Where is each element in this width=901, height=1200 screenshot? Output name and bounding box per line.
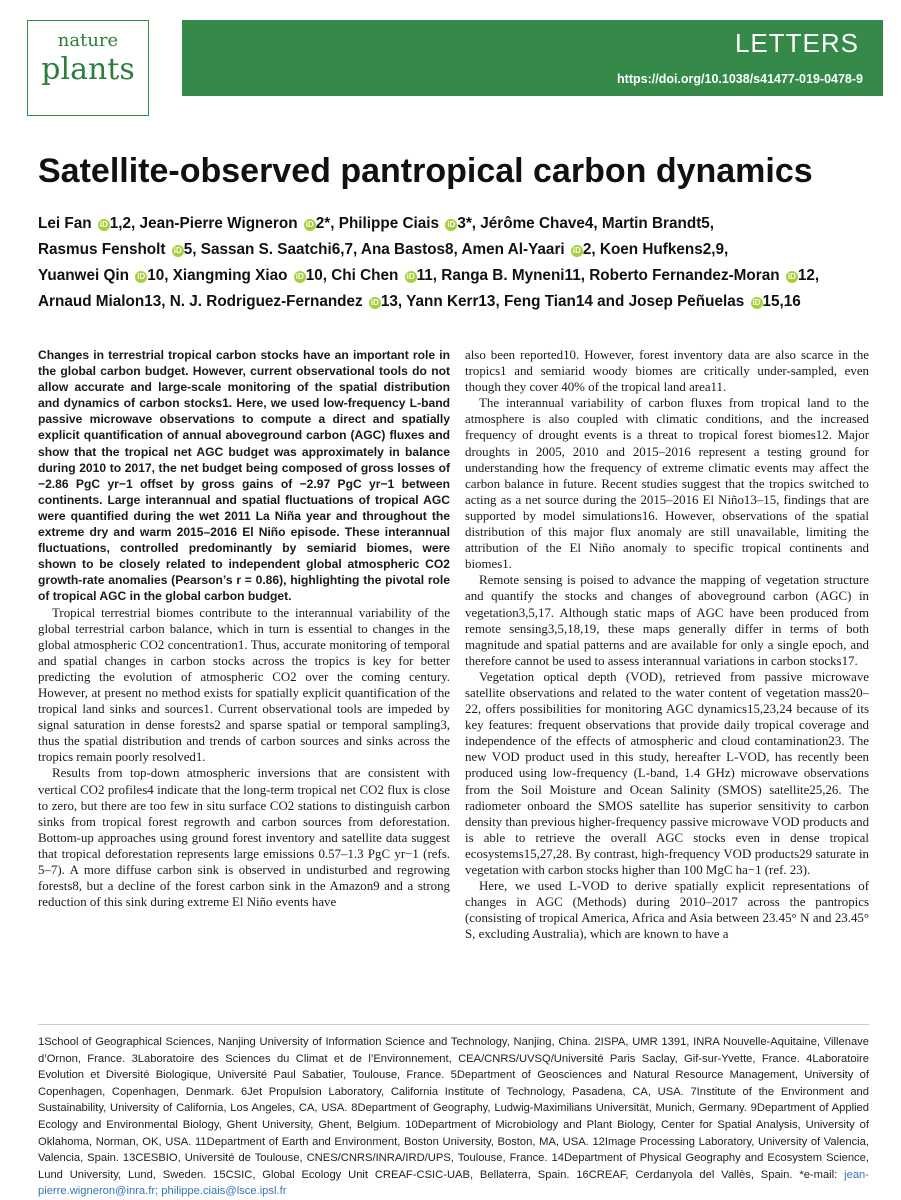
body-paragraph: Vegetation optical depth (VOD), retrieved from passive microwave satellite observations and related to the water content of vegetation mass20–22, offers possibilities for monitoring AGC dynamics15,23,24 because of its key features: frequent observations that provide daily tropical coverage and independence of the effects of atmospheric and cloud contamination23. The new VOD product used in this study, hereafter L-VOD, has recently been produced using low-frequency (L-band, 1.4 GHz) microwave observations from the Soil Moisture and Ocean Salinity (SMOS) satellite25,26. The radiometer onboard the SMOS satellite has superior sensitivity to carbon density than previous higher-frequency passive microwave VOD products and is able to retrieve the overall AGC stocks even in dense tropical ecosystems15,27,28. By contrast, high-frequency VOD products29 saturate in vegetation with carbon stocks higher than 100 MgC ha−1 (ref. 23). bbox=[465, 669, 870, 877]
footnote-divider bbox=[38, 1024, 869, 1025]
body-paragraph: Tropical terrestrial biomes contribute to the interannual variability of the global terrestrial carbon balance, which in turn is essential to changes in the global atmospheric CO2 concentration1. Thus, accurate monitoring of temporal and spatial changes in carbon stocks across the tropics is key for better predicting the evolution of atmospheric CO2 over the coming century. However, at present no method exists for spatially explicit quantification of the tropical land sinks and sources1. Current observational tools are impeded by signal saturation in dense forests2 and sparse spatial or temporal sampling3, thus the spatial distribution and trends of carbon sources and sinks across the tropics remain poorly resolved1. bbox=[38, 605, 450, 765]
orcid-icon[interactable]: iD bbox=[295, 272, 304, 281]
body-paragraph: Remote sensing is poised to advance the mapping of vegetation structure and quantify the stocks and changes of aboveground carbon (AGC) in vegetation3,5,17. Although static maps of AGC have been produced from remote sensing3,5,18,19, these maps generally differ in terms of both magnitude and spatial patterns and are available for only a single epoch, and therefore cannot be used to assess interannual variations in carbon stocks17. bbox=[465, 573, 869, 668]
author-list bbox=[38, 211, 873, 315]
body-paragraph: Results from top-down atmospheric inversions that are consistent with vertical CO2 profiles4 indicate that the long-term tropical net CO2 flux is close to zero, but there are too few in situ surface CO2 stations to distinguish carbon sinks from tropical forest regrowth and carbon sources from deforestation. Bottom-up approaches using ground forest inventory and satellite data suggest that tropical deforestation represents large emissions 0.57–1.3 PgC yr−1 (refs. 5–7). A more diffuse carbon sink is observed in undisturbed and regrowing forests8, but a decline of the forest carbon sink in the Amazon9 and a strong reduction of this sink during extreme El Niño events have bbox=[38, 766, 450, 910]
email-links[interactable]: jean-pierre.wigneron@inra.fr; philippe.ciais@lsce.ipsl.fr bbox=[38, 1168, 869, 1198]
section-banner bbox=[182, 20, 883, 96]
orcid-icon[interactable]: iD bbox=[787, 272, 796, 281]
affiliation-text: 1School of Geographical Sciences, Nanjing University of Information Science and Technology, Nanjing, China. 2ISPA, UMR 1391, INRA Nouvelle-Aquitaine, Villenave d’Ornon, France. 3Laboratoire des Sciences du Climat et de l’Environnement, CEA/CNRS/UVSQ/Université Paris Saclay, Gif-sur-Yvette, France. 4Laboratoire Evolution et Diversité Biologique, Université Paul Sabatier, Toulouse, France. 5Department of Geosciences and Natural Resource Management, University of Copenhagen, Copenhagen, Denmark. 6Jet Propulsion Laboratory, California Institute of Technology, Pasadena, CA, USA. 7Institute of the Environment and Sustainability, University of California, Los Angeles, CA, USA. 8Department of Geography, Ludwig-Maximilians Universität, Munich, Germany. 9Department of Applied Ecology and Environmental Biology, Ghent University, Ghent, Belgium. 10Department of Microbiology and Plant Biology, Center for Spatial Analysis, University of Oklahoma, Norman, OK, USA. 11Department of Earth and Environment, Boston University, Boston, MA, USA. 12Image Processing Laboratory, University of Valencia, Valencia, Spain. 13CESBIO, Université de Toulouse, CNES/CNRS/INRA/IRD/UPS, Toulouse, France. 14Department of Physical Geography and Ecosystem Science, Lund University, Lund, Sweden. 15CSIC, Global Ecology Unit CREAF-CSIC-UAB, Bellaterra, Spain. 16CREAF, Cerdanyola del Vallès, Spain. *e-mail: bbox=[38, 1036, 869, 1181]
body-paragraph: also been reported10. However, forest inventory data are also scarce in the tropics1 and semiarid woody biomes are critically under-sampled, even though they cover 40% of the tropical land area11. bbox=[465, 348, 869, 395]
body-paragraph: The interannual variability of carbon fluxes from tropical land to the atmosphere is also coupled with climatic conditions, and the increased frequency of drought events is a threat to tropical forest biomes12. Major droughts in 2005, 2010 and 2015–2016 represent a testing ground for understanding how the frequency of extreme climatic events may affect the carbon balance in future. Recent studies suggest that the tropics switched to acting as a net source during the 2015–2016 El Niño13–15, findings that are supported by model simulations16. However, observations of the spatial distribution of this major flux anomaly are still unavailable, limiting the attribution of the El Niño anomaly to specific tropical continents and biomes1. bbox=[465, 396, 869, 572]
author-line: Arnaud Mialon13, N. J. Rodriguez-Fernandez iD 13, Yann Kerr13, Feng Tian14 and Josep Peñuelas iD 15,16 bbox=[38, 293, 801, 310]
author-line: Lei Fan iD 1,2, Jean-Pierre Wigneron iD 2*, Philippe Ciais iD 3*, Jérôme Chave4, Martin Brandt5, bbox=[38, 215, 715, 232]
right-column bbox=[465, 347, 869, 942]
doi-link[interactable]: https://doi.org/10.1038/s41477-019-0478-9 bbox=[617, 72, 863, 86]
orcid-icon[interactable]: iD bbox=[99, 220, 108, 229]
affiliations bbox=[38, 1034, 869, 1200]
orcid-icon[interactable]: iD bbox=[447, 220, 456, 229]
journal-name-line2: plants bbox=[41, 52, 135, 87]
orcid-icon[interactable]: iD bbox=[406, 272, 415, 281]
journal-name-line1: nature bbox=[57, 30, 119, 51]
journal-logo bbox=[27, 20, 149, 116]
section-label: LETTERS bbox=[734, 28, 859, 58]
author-line: Rasmus Fensholt iD 5, Sassan S. Saatchi6,7, Ana Bastos8, Amen Al-Yaari iD 2, Koen Hufkens2,9, bbox=[38, 241, 729, 258]
left-column bbox=[38, 347, 450, 910]
orcid-icon[interactable]: iD bbox=[370, 298, 379, 307]
orcid-icon[interactable]: iD bbox=[173, 246, 182, 255]
orcid-icon[interactable]: iD bbox=[752, 298, 761, 307]
abstract: Changes in terrestrial tropical carbon stocks have an important role in the global carbon budget. However, current observational tools do not allow accurate and large-scale monitoring of the spatial distribution and dynamics of carbon stocks1. Here, we used low-frequency L-band passive microwave observations to compute a direct and spatially explicit quantification of annual aboveground carbon (AGC) fluxes and show that the tropical net AGC budget was approximately in balance during 2010 to 2017, the net budget being composed of gross losses of −2.86 PgC yr−1 offset by gross gains of −2.97 PgC yr−1 between continents. Large interannual and spatial fluctuations of tropical AGC were quantified during the wet 2011 La Niña year and throughout the extreme dry and warm 2015–2016 El Niño episode. These interannual fluctuations, controlled predominantly by semiarid biomes, were shown to be closely related to independent global atmospheric CO2 growth-rate anomalies (Pearson’s r = 0.86), highlighting the pivotal role of tropical AGC in the global carbon budget. bbox=[38, 348, 450, 604]
article-title: Satellite-observed pantropical carbon dynamics bbox=[38, 152, 813, 190]
author-line: Yuanwei Qin iD 10, Xiangming Xiao iD 10, Chi Chen iD 11, Ranga B. Myneni11, Roberto Fernandez-Moran iD 12, bbox=[38, 267, 820, 284]
orcid-icon[interactable]: iD bbox=[137, 272, 146, 281]
orcid-icon[interactable]: iD bbox=[305, 220, 314, 229]
orcid-icon[interactable]: iD bbox=[572, 246, 581, 255]
body-paragraph: Here, we used L-VOD to derive spatially explicit representations of changes in AGC (Methods) during 2010–2017 across the pantropics (consisting of tropical America, Africa and Asia between 23.45° N and 23.45° S, excluding Australia), which are known to have a bbox=[465, 879, 869, 942]
